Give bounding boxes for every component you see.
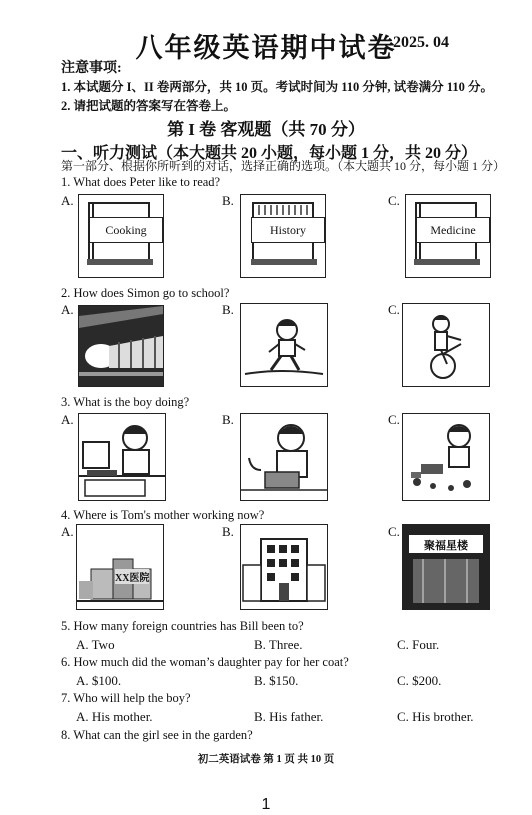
section-title: 第 I 卷 客观题（共 70 分） bbox=[167, 120, 365, 139]
q6-option-b: B. $150. bbox=[254, 673, 299, 688]
question-6: 6. How much did the woman’s daughter pay for her coat? bbox=[61, 655, 349, 669]
q2-option-b-label: B. bbox=[222, 302, 234, 317]
part-instruction: 第一部分、根据你所听到的对话，选择正确的选项。（本大题共 10 分，每小题 1 分） bbox=[61, 159, 506, 173]
q3-option-b-label: B. bbox=[222, 412, 234, 427]
q5-option-c: C. Four. bbox=[397, 637, 440, 652]
exam-date: 2025. 04 bbox=[393, 34, 449, 51]
q4-restaurant-sign: 聚福星楼 bbox=[424, 540, 468, 552]
question-4: 4. Where is Tom's mother working now? bbox=[61, 508, 265, 522]
q2-bicycle-image bbox=[402, 303, 490, 387]
q7-option-a: A. His mother. bbox=[76, 709, 153, 724]
question-8: 8. What can the girl see in the garden? bbox=[61, 728, 253, 742]
q1-option-b-label: B. bbox=[222, 193, 234, 208]
question-1: 1. What does Peter like to read? bbox=[61, 175, 221, 189]
q1-book-history-image bbox=[240, 194, 326, 278]
q4-office-building-image bbox=[240, 524, 328, 610]
note-item-1: 1. 本试题分 I、II 卷两部分，共 10 页。考试时间为 110 分钟, 试卷满分 110 分。 bbox=[61, 80, 493, 94]
q4-option-c-label: C. bbox=[388, 524, 400, 539]
q7-option-b: B. His father. bbox=[254, 709, 324, 724]
q3-option-c-label: C. bbox=[388, 412, 400, 427]
q2-option-c-label: C. bbox=[388, 302, 400, 317]
q3-computer-image bbox=[78, 413, 166, 501]
q1-option-a-label: A. bbox=[61, 193, 74, 208]
note-item-2: 2. 请把试题的答案写在答卷上。 bbox=[61, 99, 237, 113]
q5-option-b: B. Three. bbox=[254, 637, 303, 652]
page-footer: 初二英语试卷 第 1 页 共 10 页 bbox=[197, 754, 335, 765]
q3-option-a-label: A. bbox=[61, 412, 74, 427]
part-title: 一、听力测试（本大题共 20 小题，每小题 1 分，共 20 分） bbox=[61, 145, 478, 162]
q1-book-medicine-image bbox=[405, 194, 491, 278]
question-7: 7. Who will help the boy? bbox=[61, 691, 191, 705]
question-2: 2. How does Simon go to school? bbox=[61, 286, 230, 300]
q3-toys-image bbox=[402, 413, 490, 501]
q4-option-b-label: B. bbox=[222, 524, 234, 539]
q7-option-c: C. His brother. bbox=[397, 709, 474, 724]
question-5: 5. How many foreign countries has Bill been to? bbox=[61, 619, 304, 633]
question-3: 3. What is the boy doing? bbox=[61, 395, 190, 409]
q4-hospital-sign: XX医院 bbox=[115, 569, 149, 584]
q4-option-a-label: A. bbox=[61, 524, 74, 539]
q4-restaurant-image bbox=[402, 524, 490, 610]
q2-walking-boy-image bbox=[240, 303, 328, 387]
q1-option-c-label: C. bbox=[388, 193, 400, 208]
q4-hospital-image bbox=[76, 524, 164, 610]
q6-option-c: C. $200. bbox=[397, 673, 442, 688]
q6-option-a: A. $100. bbox=[76, 673, 122, 688]
q1-book-cooking-image bbox=[78, 194, 164, 278]
notes-heading: 注意事项: bbox=[61, 61, 122, 76]
page-number: 1 bbox=[261, 796, 271, 813]
q1-book-label-cooking: Cooking bbox=[89, 217, 163, 243]
q2-option-a-label: A. bbox=[61, 302, 74, 317]
exam-title: 八年级英语期中试卷 bbox=[135, 33, 397, 63]
q1-book-label-history: History bbox=[251, 217, 325, 243]
q2-train-image bbox=[78, 305, 164, 387]
q1-book-label-medicine: Medicine bbox=[416, 217, 490, 243]
q3-phone-image bbox=[240, 413, 328, 501]
q5-option-a: A. Two bbox=[76, 637, 115, 652]
